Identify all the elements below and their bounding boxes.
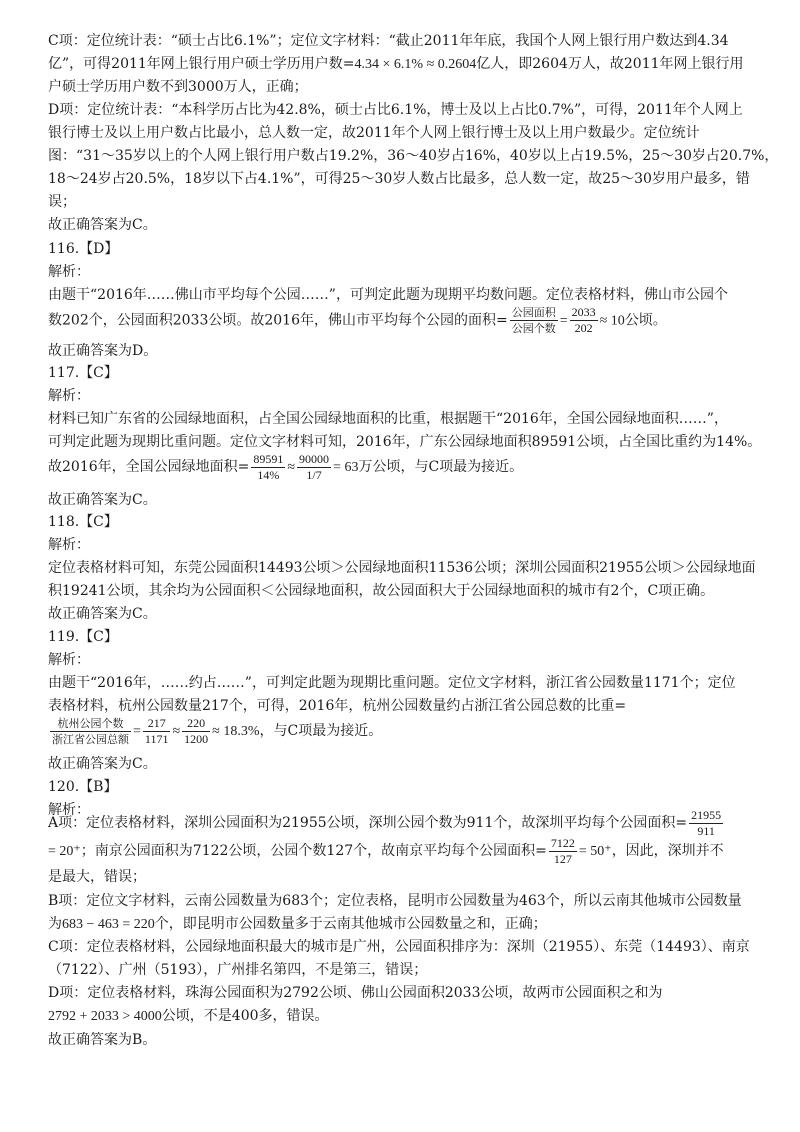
text-line: B项：定位文字材料，云南公园数量为683个；定位表格，昆明市公园数量为463个，所以云南其他城市公园数量 — [48, 893, 742, 909]
math-expression: 683 − 463 = 220 — [62, 917, 155, 932]
text-segment: 公顷。 — [624, 312, 667, 329]
text-line: 材料已知广东省的公园绿地面积，占全国公园绿地面积的比重，根据题干“2016年，全国公园绿地面积……”， — [48, 411, 728, 427]
text-segment: A项：定位表格材料，深圳公园面积为21955公顷，深圳公园个数为911个，故深圳平均每个公园面积= — [48, 815, 688, 831]
analysis-heading: 解析： — [48, 802, 90, 818]
text-line: 图：“31～35岁以上的个人网上银行用户数占19.2%，36～40岁占16%，40岁以上占19.5%，25～30岁占20.7%， — [48, 148, 779, 164]
text-line — [48, 915, 547, 934]
analysis-heading: 解析： — [48, 388, 90, 404]
text-segment: ，因此，深圳并不 — [611, 843, 724, 859]
math-expression: 2792 + 2033 > 4000 — [48, 1009, 162, 1024]
text-line — [48, 306, 667, 336]
fraction: $\frac{7122}{127}$ — [550, 835, 575, 866]
text-segment: 万公顷，与C项最为接近。 — [358, 459, 524, 475]
text-line — [48, 836, 724, 867]
math-expression: 4.34 × 6.1% ≈ 0.2604 — [354, 57, 477, 72]
text-line: C项：定位统计表：“硕士占比6.1%”；定位文字材料：“截止2011年年底，我国个人网上银行用户数达到4.34 — [48, 33, 729, 49]
fraction: $\frac{217}{1171}$ — [144, 715, 169, 746]
text-line: 表格材料，杭州公园数量217个，可得，2016年，杭州公园数量约占浙江省公园总数的比重= — [48, 698, 627, 714]
text-line: （7122）、广州（5193），广州排名第四，不是第三，错误； — [48, 962, 428, 978]
question-number: 118.【C】 — [48, 514, 118, 530]
math-expression: = 63 — [333, 460, 359, 475]
analysis-heading: 解析： — [48, 537, 90, 553]
analysis-heading: 解析： — [48, 264, 90, 280]
text-segment: ；南京公园面积为7122公顷，公园个数127个，故南京平均每个公园面积= — [80, 843, 547, 859]
answer-line: 故正确答案为C。 — [48, 217, 157, 233]
math-expression: ≈ — [172, 724, 181, 739]
fraction: $\frac{90000}{1/7}$ — [299, 451, 330, 482]
analysis-heading: 解析： — [48, 652, 90, 668]
answer-line: 故正确答案为C。 — [48, 606, 157, 622]
fraction: $\frac{21955}{911}$ — [691, 807, 722, 838]
question-number: 120.【B】 — [48, 779, 118, 795]
text-segment: 为 — [48, 916, 62, 932]
text-segment: 个，即昆明市公园数量多于云南其他城市公园数量之和，正确； — [154, 916, 547, 932]
math-expression: = 20⁺ — [48, 844, 81, 859]
answer-line: 故正确答案为B。 — [48, 1032, 157, 1048]
text-line: D项：定位统计表：“本科学历占比为42.8%，硕士占比6.1%，博士及以上占比0.7%”，可得，2011年个人网上 — [48, 102, 743, 118]
text-line: 户硕士学历用户数不到3000万人，正确； — [48, 79, 308, 95]
question-number: 116.【D】 — [48, 241, 119, 257]
question-number: 119.【C】 — [48, 629, 118, 645]
answer-line: 故正确答案为D。 — [48, 343, 158, 359]
math-expression: = — [133, 724, 141, 739]
text-line: 由题干“2016年……佛山市平均每个公园……”，可判定此题为现期平均数问题。定位表格材料，佛山市公园个 — [48, 287, 728, 303]
text-line: 由题干“2016年，……约占……”，可判定此题为现期比重问题。定位文字材料，浙江省公园数量1171个；定位 — [48, 675, 736, 691]
text-line — [48, 716, 382, 747]
text-segment: ，与C项最为接近。 — [259, 723, 383, 739]
math-expression: ≈ — [287, 460, 296, 475]
math-expression: = — [559, 313, 568, 329]
answer-line: 故正确答案为C。 — [48, 756, 157, 772]
text-line — [48, 55, 744, 74]
text-line: C项：定位表格材料，公园绿地面积最大的城市是广州，公园面积排序为：深圳（21955）、东莞（14493）、南京 — [48, 939, 750, 955]
text-line — [48, 1007, 329, 1026]
text-line — [48, 452, 523, 483]
fraction: $\frac{\text{杭州公园个数}}{\text{浙江省公园总额}}$ — [52, 716, 129, 746]
text-segment: 亿”，可得2011年网上银行用户硕士学历用户数= — [48, 56, 355, 72]
text-line: 可判定此题为现期比重问题。定位文字材料可知，2016年，广东公园绿地面积89591公顷，占全国比重约为14%。 — [48, 434, 762, 450]
text-line: 是最大，错误； — [48, 869, 146, 885]
text-segment: 公顷，不是400多，错误。 — [161, 1008, 329, 1024]
text-segment: 故2016年，全国公园绿地面积= — [48, 459, 250, 475]
text-line: 银行博士及以上用户数占比最小，总人数一定，故2011年个人网上银行博士及以上用户数最少。定位统计 — [48, 125, 700, 141]
fraction: $\frac{\text{公园面积}}{\text{公园个数}}$ — [511, 306, 556, 335]
text-segment: 数202个，公园面积2033公顷。故2016年，佛山市平均每个公园的面积= — [48, 312, 508, 329]
math-expression: = 50⁺ — [578, 844, 612, 859]
fraction: $\frac{89591}{14\%}$ — [253, 451, 284, 482]
text-line — [48, 806, 725, 840]
math-expression: ≈ 18.3% — [212, 724, 260, 739]
fraction: $\frac{220}{1200}$ — [184, 715, 209, 746]
text-line: 定位表格材料可知，东莞公园面积14493公顷＞公园绿地面积11536公顷；深圳公园面积21955公顷＞公园绿地面 — [48, 560, 756, 576]
question-number: 117.【C】 — [48, 365, 118, 381]
fraction: $\frac{2033}{202}$ — [571, 305, 596, 335]
answer-line: 故正确答案为C。 — [48, 492, 157, 508]
text-line: D项：定位表格材料，珠海公园面积为2792公顷、佛山公园面积2033公顷，故两市公园面积之和为 — [48, 985, 663, 1001]
math-expression: ≈ 10 — [599, 313, 625, 329]
text-line: 18～24岁占20.5%，18岁以下占4.1%”，可得25～30岁人数占比最多，总人数一定，故25～30岁用户最多，错 — [48, 171, 750, 187]
text-segment: 亿人，即2604万人，故2011年网上银行用 — [476, 56, 744, 72]
text-line: 积19241公顷，其余均为公园面积＜公园绿地面积，故公园面积大于公园绿地面积的城市有2个，C项正确。 — [48, 583, 715, 599]
text-line: 误； — [48, 194, 76, 210]
